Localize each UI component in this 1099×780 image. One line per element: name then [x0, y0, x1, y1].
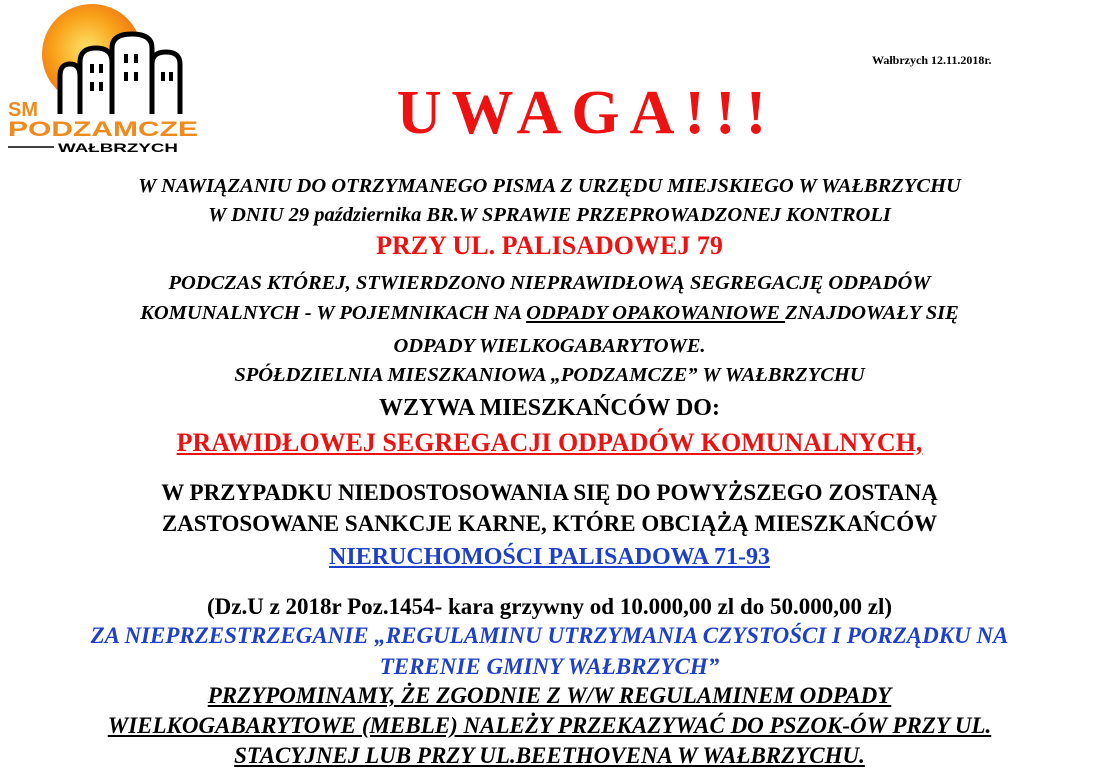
text-line-15: TERENIE GMINY WAŁBRZYCH” [379, 654, 720, 679]
text-line-11: ZASTOSOWANE SANKCJE KARNE, KTÓRE OBCIĄŻĄ MIESZKAŃCÓW [161, 511, 938, 536]
text-line-18: STACYJNEJ LUB PRZY UL.BEETHOVENA W WAŁBRZYCHU. [234, 743, 865, 768]
page-title: UWAGA!!! [396, 79, 777, 147]
logo-podzamcze-text: PODZAMCZE [8, 118, 198, 141]
logo-walbrzych-text: WAŁBRZYCH [58, 141, 178, 154]
text-line-16: PRZYPOMINAMY, ŻE ZGODNIE Z W/W REGULAMINEM ODPADY [207, 683, 892, 708]
text-line-9-headline: PRAWIDŁOWEJ SEGREGACJI ODPADÓW KOMUNALNYCH, [176, 428, 923, 457]
text-line-1: W NAWIĄZANIU DO OTRZYMANEGO PISMA Z URZĘDU MIEJSKIEGO W WAŁBRZYCHU [138, 175, 961, 197]
text-line-4: PODCZAS KTÓREJ, STWIERDZONO NIEPRAWIDŁOWĄ SEGREGACJĘ ODPADÓW [168, 272, 931, 294]
text-line-10: W PRZYPADKU NIEDOSTOSOWANIA SIĘ DO POWYŻSZEGO ZOSTANĄ [161, 480, 938, 505]
text-line-2: W DNIU 29 października BR.W SPRAWIE PRZEPROWADZONEJ KONTROLI [208, 204, 891, 226]
text-line-8: WZYWA MIESZKAŃCÓW DO: [379, 395, 720, 421]
text-line-6: ODPADY WIELKOGABARYTOWE. [393, 335, 706, 357]
document-date: Wałbrzych 12.11.2018r. [872, 53, 992, 67]
text-line-13-law: (Dz.U z 2018r Poz.1454- kara grzywny od 10.000,00 zl do 50.000,00 zl) [206, 594, 892, 619]
text-line-14: ZA NIEPRZESTRZEGANIE „REGULAMINU UTRZYMANIA CZYSTOŚCI I PORZĄDKU NA [90, 623, 1009, 648]
text-line-3-address: PRZY UL. PALISADOWEJ 79 [376, 231, 723, 260]
text-line-12-property: NIERUCHOMOŚCI PALISADOWA 71-93 [329, 544, 770, 570]
text-line-5-start: KOMUNALNYCH - W POJEMNIKACH NA [140, 302, 527, 324]
logo-sm-text: SM [8, 99, 38, 121]
text-line-17: WIELKOGABARYTOWE (MEBLE) NALEŻY PRZEKAZYWAĆ DO PSZOK-ÓW PRZY UL. [107, 713, 992, 738]
text-line-5 [0, 301, 1099, 325]
text-line-5-end: ZNAJDOWAŁY SIĘ [785, 302, 959, 324]
text-line-5-underlined: ODPADY OPAKOWANIOWE [526, 302, 786, 324]
text-line-7: SPÓŁDZIELNIA MIESZKANIOWA „PODZAMCZE” W WAŁBRZYCHU [234, 364, 865, 386]
